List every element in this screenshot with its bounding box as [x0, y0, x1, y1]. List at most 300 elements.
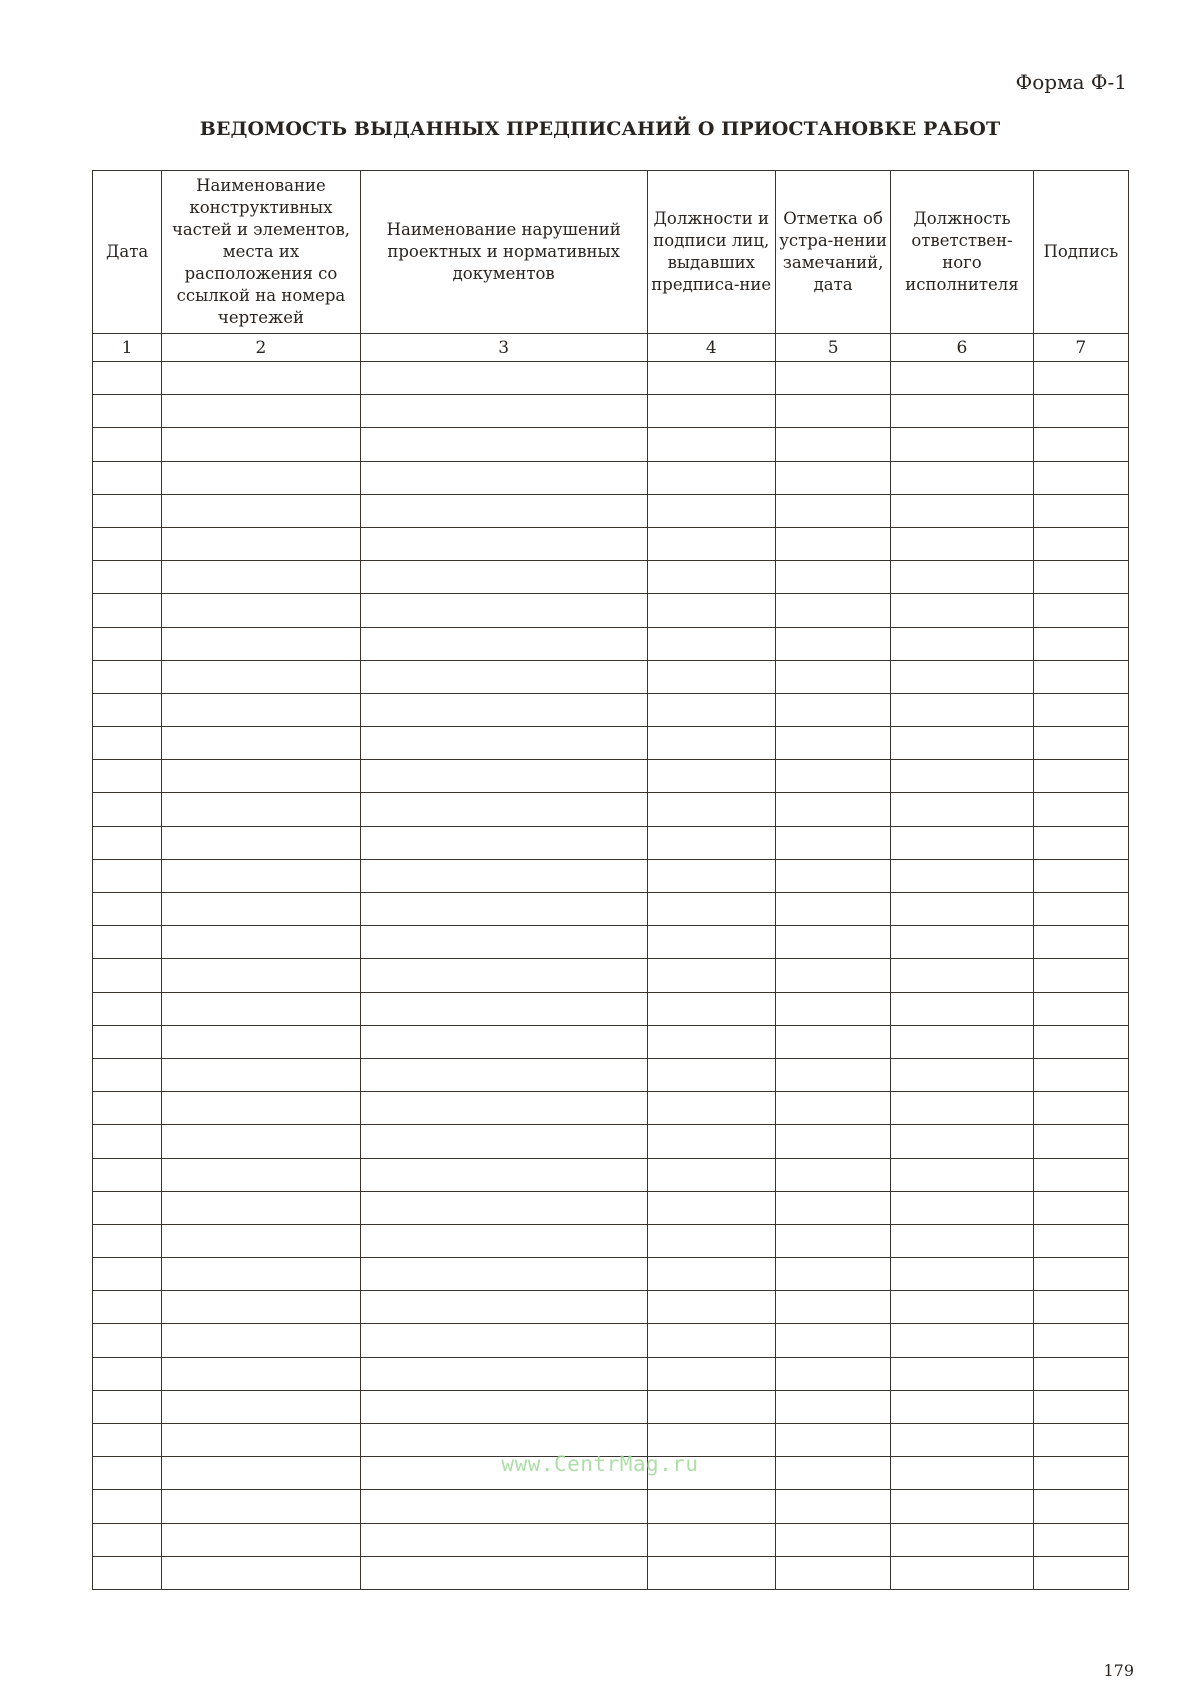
prescriptions-register-table [92, 170, 1129, 1590]
table-cell[interactable] [647, 893, 775, 926]
table-cell[interactable] [647, 859, 775, 892]
table-cell[interactable] [162, 1224, 361, 1257]
column-number: 4 [647, 334, 775, 362]
table-cell[interactable] [775, 1357, 890, 1390]
table-row [93, 1324, 1129, 1357]
table-cell[interactable] [1033, 1191, 1128, 1224]
table-cell[interactable] [93, 527, 162, 560]
table-cell[interactable] [775, 428, 890, 461]
table-cell[interactable] [775, 760, 890, 793]
header-responsible-position: Должность ответствен-ного исполнителя [891, 171, 1033, 334]
table-cell[interactable] [162, 1191, 361, 1224]
table-cell[interactable] [891, 362, 1033, 395]
table-cell[interactable] [1033, 926, 1128, 959]
table-cell[interactable] [891, 1258, 1033, 1291]
table-cell[interactable] [1033, 1158, 1128, 1191]
watermark: www.CentrMag.ru [501, 1452, 699, 1476]
table-cell[interactable] [93, 693, 162, 726]
table-cell[interactable] [162, 1291, 361, 1324]
table-cell[interactable] [93, 362, 162, 395]
table-cell[interactable] [647, 1291, 775, 1324]
table-cell[interactable] [647, 760, 775, 793]
table-cell[interactable] [162, 1258, 361, 1291]
table-cell[interactable] [93, 826, 162, 859]
table-cell[interactable] [647, 395, 775, 428]
table-cell[interactable] [775, 1258, 890, 1291]
table-cell[interactable] [360, 594, 647, 627]
table-row [93, 494, 1129, 527]
header-violations: Наименование нарушений проектных и нормативных документов [360, 171, 647, 334]
table-cell[interactable] [360, 1357, 647, 1390]
table-cell[interactable] [775, 926, 890, 959]
table-row [93, 461, 1129, 494]
table-cell[interactable] [891, 1390, 1033, 1423]
table-cell[interactable] [775, 561, 890, 594]
table-cell[interactable] [891, 693, 1033, 726]
table-cell[interactable] [162, 627, 361, 660]
table-cell[interactable] [162, 594, 361, 627]
document-title: ВЕДОМОСТЬ ВЫДАННЫХ ПРЕДПИСАНИЙ О ПРИОСТАНОВКЕ РАБОТ [199, 118, 1001, 140]
table-cell[interactable] [775, 627, 890, 660]
table-cell[interactable] [891, 1556, 1033, 1589]
table-cell[interactable] [647, 428, 775, 461]
table-cell[interactable] [360, 793, 647, 826]
table-cell[interactable] [1033, 959, 1128, 992]
table-cell[interactable] [891, 594, 1033, 627]
table-cell[interactable] [1033, 1092, 1128, 1125]
table-cell[interactable] [93, 594, 162, 627]
table-cell[interactable] [891, 1191, 1033, 1224]
table-cell[interactable] [162, 1556, 361, 1589]
table-cell[interactable] [891, 1357, 1033, 1390]
table-cell[interactable] [162, 461, 361, 494]
table-cell[interactable] [891, 1125, 1033, 1158]
table-cell[interactable] [1033, 760, 1128, 793]
column-number: 2 [162, 334, 361, 362]
table-cell[interactable] [1033, 1390, 1128, 1423]
table-cell[interactable] [93, 793, 162, 826]
table-cell[interactable] [93, 461, 162, 494]
table-cell[interactable] [891, 461, 1033, 494]
table-cell[interactable] [647, 1224, 775, 1257]
table-cell[interactable] [1033, 428, 1128, 461]
table-row [93, 1224, 1129, 1257]
table-cell[interactable] [93, 660, 162, 693]
table-cell[interactable] [891, 1291, 1033, 1324]
table-cell[interactable] [775, 1224, 890, 1257]
table-cell[interactable] [1033, 1324, 1128, 1357]
table-cell[interactable] [775, 826, 890, 859]
table-cell[interactable] [1033, 1258, 1128, 1291]
table-cell[interactable] [162, 1058, 361, 1091]
table-cell[interactable] [162, 859, 361, 892]
table-body [93, 362, 1129, 1590]
table-cell[interactable] [1033, 494, 1128, 527]
table-row [93, 893, 1129, 926]
table-cell[interactable] [360, 1025, 647, 1058]
table-row [93, 1092, 1129, 1125]
table-cell[interactable] [775, 395, 890, 428]
header-structural-parts: Наименование конструктивных частей и элементов, места их расположения со ссылкой на номера чертежей [162, 171, 361, 334]
table-cell[interactable] [360, 1523, 647, 1556]
table-cell[interactable] [891, 926, 1033, 959]
table-cell[interactable] [1033, 1224, 1128, 1257]
table-cell[interactable] [360, 693, 647, 726]
header-remediation-mark: Отметка об устра-нении замечаний, дата [775, 171, 890, 334]
table-cell[interactable] [891, 561, 1033, 594]
table-cell[interactable] [360, 494, 647, 527]
table-cell[interactable] [1033, 1556, 1128, 1589]
table-cell[interactable] [647, 461, 775, 494]
table-row [93, 1191, 1129, 1224]
table-cell[interactable] [1033, 893, 1128, 926]
table-cell[interactable] [891, 527, 1033, 560]
table-cell[interactable] [1033, 1357, 1128, 1390]
table-cell[interactable] [647, 561, 775, 594]
table-cell[interactable] [647, 1357, 775, 1390]
table-cell[interactable] [647, 660, 775, 693]
table-cell[interactable] [162, 527, 361, 560]
table-cell[interactable] [1033, 992, 1128, 1025]
table-cell[interactable] [360, 893, 647, 926]
table-cell[interactable] [162, 1125, 361, 1158]
table-cell[interactable] [1033, 1291, 1128, 1324]
table-row [93, 826, 1129, 859]
table-cell[interactable] [360, 1291, 647, 1324]
table-cell[interactable] [162, 362, 361, 395]
table-cell[interactable] [775, 1092, 890, 1125]
table-cell[interactable] [1033, 693, 1128, 726]
table-cell[interactable] [162, 1158, 361, 1191]
table-cell[interactable] [647, 793, 775, 826]
table-row [93, 1357, 1129, 1390]
table-cell[interactable] [360, 461, 647, 494]
table-cell[interactable] [891, 395, 1033, 428]
table-cell[interactable] [647, 1324, 775, 1357]
table-cell[interactable] [93, 1258, 162, 1291]
table-cell[interactable] [647, 959, 775, 992]
table-cell[interactable] [360, 926, 647, 959]
table-row [93, 428, 1129, 461]
column-number: 7 [1033, 334, 1128, 362]
table-cell[interactable] [93, 561, 162, 594]
table-cell[interactable] [1033, 1125, 1128, 1158]
table-cell[interactable] [1033, 826, 1128, 859]
table-cell[interactable] [93, 893, 162, 926]
table-cell[interactable] [162, 494, 361, 527]
table-cell[interactable] [775, 1291, 890, 1324]
table-cell[interactable] [891, 793, 1033, 826]
table-row [93, 660, 1129, 693]
table-cell[interactable] [360, 760, 647, 793]
table-cell[interactable] [775, 1523, 890, 1556]
table-cell[interactable] [93, 1058, 162, 1091]
table-cell[interactable] [647, 1092, 775, 1125]
table-cell[interactable] [891, 992, 1033, 1025]
table-cell[interactable] [162, 1523, 361, 1556]
table-cell[interactable] [162, 660, 361, 693]
table-cell[interactable] [775, 527, 890, 560]
table-row [93, 527, 1129, 560]
table-cell[interactable] [360, 1224, 647, 1257]
table-cell[interactable] [360, 1058, 647, 1091]
table-cell[interactable] [93, 727, 162, 760]
table-cell[interactable] [647, 1258, 775, 1291]
table-cell[interactable] [360, 1191, 647, 1224]
table-cell[interactable] [162, 1092, 361, 1125]
table-cell[interactable] [1033, 1523, 1128, 1556]
table-cell[interactable] [360, 1125, 647, 1158]
table-cell[interactable] [891, 1158, 1033, 1191]
table-cell[interactable] [647, 992, 775, 1025]
table-cell[interactable] [162, 1324, 361, 1357]
table-cell[interactable] [891, 1224, 1033, 1257]
table-cell[interactable] [775, 1556, 890, 1589]
table-cell[interactable] [647, 1125, 775, 1158]
table-cell[interactable] [93, 1291, 162, 1324]
table-cell[interactable] [1033, 561, 1128, 594]
table-cell[interactable] [162, 1390, 361, 1423]
table-cell[interactable] [775, 494, 890, 527]
table-cell[interactable] [647, 1390, 775, 1423]
table-cell[interactable] [775, 959, 890, 992]
table-row [93, 627, 1129, 660]
table-cell[interactable] [1033, 793, 1128, 826]
table-cell[interactable] [891, 428, 1033, 461]
table-cell[interactable] [360, 826, 647, 859]
table-cell[interactable] [891, 859, 1033, 892]
table-cell[interactable] [1033, 1025, 1128, 1058]
table-cell[interactable] [360, 959, 647, 992]
table-cell[interactable] [93, 992, 162, 1025]
column-number: 3 [360, 334, 647, 362]
table-cell[interactable] [775, 362, 890, 395]
table-cell[interactable] [775, 992, 890, 1025]
table-cell[interactable] [647, 727, 775, 760]
table-cell[interactable] [162, 926, 361, 959]
table-cell[interactable] [93, 959, 162, 992]
table-cell[interactable] [891, 1058, 1033, 1091]
table-cell[interactable] [360, 1490, 647, 1523]
table-row [93, 1523, 1129, 1556]
table-cell[interactable] [647, 926, 775, 959]
table-cell[interactable] [891, 1025, 1033, 1058]
table-cell[interactable] [360, 727, 647, 760]
table-cell[interactable] [1033, 527, 1128, 560]
header-signature: Подпись [1033, 171, 1128, 334]
header-issuer-positions-signatures: Должности и подписи лиц, выдавших предписа-ние [647, 171, 775, 334]
table-cell[interactable] [1033, 660, 1128, 693]
table-cell[interactable] [647, 693, 775, 726]
table-cell[interactable] [775, 1390, 890, 1423]
table-cell[interactable] [891, 1523, 1033, 1556]
table-cell[interactable] [360, 561, 647, 594]
table-cell[interactable] [891, 1092, 1033, 1125]
table-row [93, 362, 1129, 395]
table-cell[interactable] [162, 793, 361, 826]
table-cell[interactable] [360, 1324, 647, 1357]
table-cell[interactable] [775, 1058, 890, 1091]
table-cell[interactable] [891, 660, 1033, 693]
table-cell[interactable] [891, 627, 1033, 660]
table-header-row [93, 171, 1129, 334]
column-number: 5 [775, 334, 890, 362]
table-cell[interactable] [647, 1490, 775, 1523]
column-number: 1 [93, 334, 162, 362]
table-cell[interactable] [775, 1191, 890, 1224]
table-row [93, 727, 1129, 760]
table-cell[interactable] [93, 428, 162, 461]
table-cell[interactable] [891, 760, 1033, 793]
table-row [93, 693, 1129, 726]
table-cell[interactable] [162, 428, 361, 461]
table-cell[interactable] [93, 760, 162, 793]
table-row [93, 1390, 1129, 1423]
table-cell[interactable] [1033, 859, 1128, 892]
table-cell[interactable] [162, 893, 361, 926]
table-cell[interactable] [775, 727, 890, 760]
table-cell[interactable] [162, 959, 361, 992]
table-cell[interactable] [647, 627, 775, 660]
table-cell[interactable] [775, 859, 890, 892]
table-cell[interactable] [162, 693, 361, 726]
table-cell[interactable] [775, 461, 890, 494]
table-row [93, 793, 1129, 826]
table-cell[interactable] [162, 826, 361, 859]
table-row [93, 926, 1129, 959]
table-row [93, 1125, 1129, 1158]
table-cell[interactable] [360, 527, 647, 560]
table-cell[interactable] [93, 395, 162, 428]
table-row [93, 561, 1129, 594]
table-cell[interactable] [93, 1390, 162, 1423]
table-cell[interactable] [93, 1092, 162, 1125]
table-cell[interactable] [360, 627, 647, 660]
table-cell[interactable] [93, 1191, 162, 1224]
table-cell[interactable] [162, 760, 361, 793]
column-number: 6 [891, 334, 1033, 362]
table-row [93, 395, 1129, 428]
table-cell[interactable] [360, 1556, 647, 1589]
table-cell[interactable] [647, 1556, 775, 1589]
table-cell[interactable] [647, 1058, 775, 1091]
table-cell[interactable] [775, 1158, 890, 1191]
table-cell[interactable] [93, 1158, 162, 1191]
table-cell[interactable] [360, 362, 647, 395]
table-row [93, 1490, 1129, 1523]
table-cell[interactable] [360, 992, 647, 1025]
table-cell[interactable] [775, 1125, 890, 1158]
table-cell[interactable] [775, 1025, 890, 1058]
table-cell[interactable] [891, 893, 1033, 926]
table-cell[interactable] [891, 727, 1033, 760]
table-cell[interactable] [1033, 395, 1128, 428]
table-cell[interactable] [360, 1258, 647, 1291]
table-cell[interactable] [93, 1523, 162, 1556]
table-row [93, 959, 1129, 992]
table-cell[interactable] [93, 1224, 162, 1257]
table-cell[interactable] [647, 1025, 775, 1058]
table-row [93, 1258, 1129, 1291]
table-cell[interactable] [647, 494, 775, 527]
table-cell[interactable] [647, 826, 775, 859]
table-cell[interactable] [162, 1025, 361, 1058]
header-date: Дата [93, 171, 162, 334]
table-cell[interactable] [647, 1158, 775, 1191]
form-code-label: Форма Ф-1 [1015, 70, 1127, 94]
table-cell[interactable] [162, 1490, 361, 1523]
table-cell[interactable] [891, 494, 1033, 527]
table-cell[interactable] [93, 859, 162, 892]
table-cell[interactable] [360, 1158, 647, 1191]
table-cell[interactable] [775, 893, 890, 926]
table-cell[interactable] [162, 395, 361, 428]
table-row [93, 1556, 1129, 1589]
table-cell[interactable] [1033, 461, 1128, 494]
table-cell[interactable] [93, 494, 162, 527]
table-cell[interactable] [1033, 594, 1128, 627]
table-row [93, 1058, 1129, 1091]
table-cell[interactable] [360, 395, 647, 428]
table-cell[interactable] [647, 1523, 775, 1556]
table-cell[interactable] [775, 1490, 890, 1523]
table-cell[interactable] [1033, 1490, 1128, 1523]
table-cell[interactable] [93, 1556, 162, 1589]
table-cell[interactable] [93, 1125, 162, 1158]
column-number-row [93, 334, 1129, 362]
table-cell[interactable] [162, 561, 361, 594]
table-cell[interactable] [775, 793, 890, 826]
table-cell[interactable] [1033, 727, 1128, 760]
table-cell[interactable] [93, 926, 162, 959]
table-cell[interactable] [775, 1324, 890, 1357]
table-cell[interactable] [1033, 627, 1128, 660]
table-cell[interactable] [162, 992, 361, 1025]
table-row [93, 760, 1129, 793]
table-cell[interactable] [775, 594, 890, 627]
table-row [93, 1158, 1129, 1191]
table-cell[interactable] [93, 627, 162, 660]
table-cell[interactable] [647, 362, 775, 395]
table-cell[interactable] [360, 660, 647, 693]
table-cell[interactable] [360, 1092, 647, 1125]
table-cell[interactable] [775, 693, 890, 726]
table-cell[interactable] [162, 1357, 361, 1390]
table-cell[interactable] [647, 594, 775, 627]
table-cell[interactable] [891, 1324, 1033, 1357]
table-cell[interactable] [360, 859, 647, 892]
table-cell[interactable] [93, 1357, 162, 1390]
table-cell[interactable] [1033, 1058, 1128, 1091]
table-cell[interactable] [360, 1390, 647, 1423]
table-cell[interactable] [891, 826, 1033, 859]
table-cell[interactable] [1033, 362, 1128, 395]
table-row [93, 1291, 1129, 1324]
table-cell[interactable] [647, 1191, 775, 1224]
table-cell[interactable] [647, 527, 775, 560]
table-cell[interactable] [775, 660, 890, 693]
table-row [93, 992, 1129, 1025]
table-cell[interactable] [93, 1025, 162, 1058]
table-cell[interactable] [162, 727, 361, 760]
table-cell[interactable] [891, 1490, 1033, 1523]
table-cell[interactable] [93, 1324, 162, 1357]
table-row [93, 594, 1129, 627]
table-cell[interactable] [93, 1490, 162, 1523]
table-cell[interactable] [360, 428, 647, 461]
table-cell[interactable] [891, 959, 1033, 992]
page-number: 179 [1103, 1661, 1134, 1680]
